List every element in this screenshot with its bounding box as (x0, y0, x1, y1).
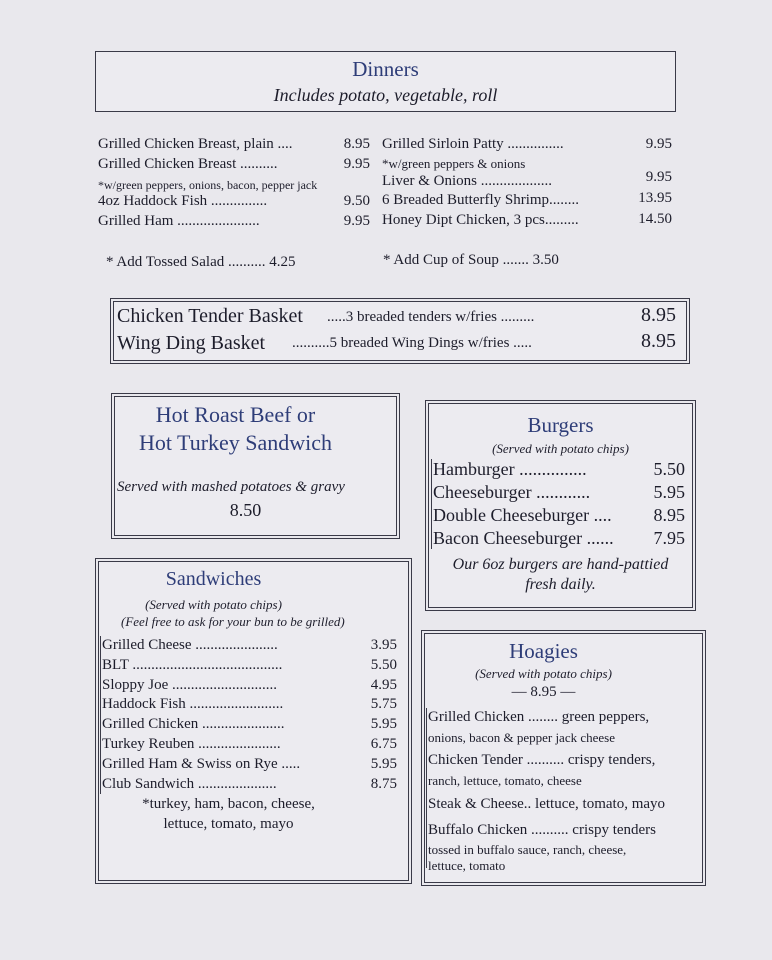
hoagies-title: Hoagies (509, 639, 578, 663)
burger-price: 8.95 (653, 505, 685, 525)
hoagie-item: Buffalo Chicken .......... crispy tenders (428, 822, 657, 838)
hot-sandwich-line2: Hot Turkey Sandwich (138, 430, 333, 455)
hot-sandwich-price: 8.50 (229, 500, 262, 520)
addon-salad: * Add Tossed Salad .......... 4.25 (106, 254, 296, 270)
basket-desc: ..........5 breaded Wing Dings w/fries ..... (292, 335, 532, 351)
hoagies-subtitle: (Served with potato chips) (475, 666, 612, 681)
sandwich-item: Grilled Chicken ...................... (102, 716, 285, 732)
dinner-item: Grilled Ham ...................... (98, 213, 260, 229)
dinner-price: 14.50 (638, 211, 672, 227)
dinners-title: Dinners (352, 57, 419, 81)
sandwich-item: Haddock Fish ......................... (102, 696, 284, 712)
burgers-title: Burgers (527, 413, 594, 437)
dinner-price: 13.95 (638, 190, 672, 206)
sandwiches-subtitle: (Served with potato chips) (145, 597, 282, 612)
hoagie-item-desc: tossed in buffalo sauce, ranch, cheese, (428, 842, 627, 857)
hoagie-item-desc: onions, bacon & pepper jack cheese (428, 730, 615, 745)
burger-item: Hamburger ............... (433, 459, 587, 479)
hot-sandwich-box (114, 396, 397, 536)
dinner-item: Grilled Sirloin Patty ............... (382, 136, 564, 152)
sandwich-price: 5.95 (370, 716, 397, 732)
addon-soup: * Add Cup of Soup ....... 3.50 (383, 252, 559, 268)
burger-item: Double Cheeseburger .... (433, 505, 612, 525)
burgers-divider (431, 459, 432, 549)
hoagie-item: Chicken Tender .......... crispy tenders, (428, 752, 656, 768)
hoagie-item: Grilled Chicken ........ green peppers, (428, 709, 650, 725)
dinner-price: 9.95 (343, 213, 370, 229)
sandwiches-note: (Feel free to ask for your bun to be grilled) (121, 614, 345, 629)
club-desc: *turkey, ham, bacon, cheese, (142, 796, 315, 812)
sandwiches-divider (100, 636, 101, 794)
dinner-price: 9.95 (343, 156, 370, 172)
sandwich-price: 8.75 (370, 776, 397, 792)
dinner-item: Grilled Chicken Breast, plain .... (98, 136, 293, 152)
hoagie-item: Steak & Cheese.. lettuce, tomato, mayo (428, 796, 666, 812)
sandwich-item: Sloppy Joe ............................ (102, 677, 278, 693)
burger-item: Bacon Cheeseburger ...... (433, 528, 614, 548)
sandwich-price: 5.50 (370, 657, 397, 673)
sandwich-item: Grilled Ham & Swiss on Rye ..... (102, 756, 301, 772)
hot-sandwich-desc: Served with mashed potatoes & gravy (117, 479, 345, 495)
hoagies-box (424, 633, 703, 883)
dinner-price: 8.95 (343, 136, 370, 152)
dinners-subtitle: Includes potato, vegetable, roll (273, 85, 498, 105)
burgers-box (428, 403, 693, 608)
dinner-item: Honey Dipt Chicken, 3 pcs......... (382, 212, 579, 228)
hot-sandwich-line1: Hot Roast Beef or (155, 402, 316, 427)
sandwich-price: 3.95 (370, 637, 397, 653)
dinners-header-box (95, 51, 676, 112)
baskets-box (113, 301, 687, 361)
sandwich-item: Club Sandwich ..................... (102, 776, 277, 792)
sandwich-item: Grilled Cheese ...................... (102, 637, 278, 653)
burgers-note: fresh daily. (525, 576, 596, 593)
basket-price: 8.95 (641, 330, 676, 352)
burger-price: 7.95 (653, 528, 685, 548)
sandwich-item: BLT ........................................ (102, 657, 283, 673)
basket-name: Wing Ding Basket (117, 332, 266, 354)
hoagie-item-desc: lettuce, tomato (428, 858, 506, 873)
sandwiches-box (98, 561, 409, 881)
burger-price: 5.95 (653, 482, 685, 502)
sandwiches-title: Sandwiches (165, 568, 262, 590)
dinner-item: Grilled Chicken Breast .......... (98, 156, 278, 172)
sandwich-price: 4.95 (370, 677, 397, 693)
dinner-price: 9.50 (343, 193, 370, 209)
sandwich-item: Turkey Reuben ...................... (102, 736, 281, 752)
burgers-subtitle: (Served with potato chips) (492, 441, 629, 456)
dinner-item-note: *w/green peppers & onions (382, 156, 526, 171)
hoagie-item-desc: ranch, lettuce, tomato, cheese (428, 773, 582, 788)
dinner-item: 6 Breaded Butterfly Shrimp........ (382, 192, 580, 208)
burger-price: 5.50 (653, 459, 685, 479)
burger-item: Cheeseburger ............ (433, 482, 591, 502)
dinner-item: Liver & Onions ................... (382, 173, 552, 189)
hoagies-divider (426, 708, 427, 868)
sandwich-price: 5.75 (370, 696, 397, 712)
dinner-price: 9.95 (645, 136, 672, 152)
club-desc: lettuce, tomato, mayo (163, 816, 294, 832)
burgers-note: Our 6oz burgers are hand-pattied (452, 556, 669, 573)
basket-desc: .....3 breaded tenders w/fries ......... (327, 309, 535, 325)
dinner-item: 4oz Haddock Fish ............... (98, 193, 268, 209)
dinner-price: 9.95 (645, 169, 672, 185)
dinner-item-note: *w/green peppers, onions, bacon, pepper jack (98, 178, 318, 192)
sandwich-price: 5.95 (370, 756, 397, 772)
hoagies-price: — 8.95 — (511, 684, 576, 700)
basket-price: 8.95 (641, 304, 676, 326)
basket-name: Chicken Tender Basket (117, 305, 303, 327)
sandwich-price: 6.75 (370, 736, 397, 752)
